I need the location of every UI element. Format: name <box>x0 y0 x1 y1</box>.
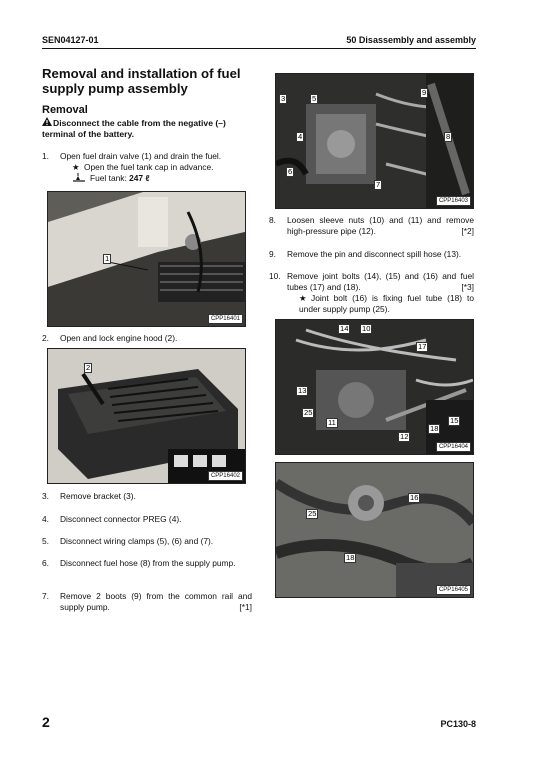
step-note: ★ Open the fuel tank cap in advance. <box>72 162 214 172</box>
step-number: 8. <box>269 215 276 225</box>
photo-engine-hood <box>47 348 246 484</box>
photo-code: CPP16405 <box>436 585 471 595</box>
photo-fuel-drain-valve <box>47 191 246 327</box>
step-ref: [*2] <box>461 226 474 236</box>
callout-label: 15 <box>450 416 459 425</box>
photo-code: CPP16401 <box>208 314 243 324</box>
callout-label: 7 <box>376 180 381 189</box>
callout-label: 4 <box>298 132 303 141</box>
step-text: Remove joint bolts (14), (15) and (16) and fuel tubes (17) and (18). <box>287 271 474 292</box>
page-title: Removal and installation of fuel supply pump assembly <box>42 66 241 96</box>
step-text: Remove 2 boots (9) from the common rail and supply pump. <box>60 591 252 612</box>
photo-fuel-tubes <box>275 319 474 455</box>
step-number: 7. <box>42 591 49 601</box>
photo-code: CPP16403 <box>436 196 471 206</box>
photo-supply-pump-connections <box>275 73 474 209</box>
callout-label: 9 <box>422 88 427 97</box>
step-text: Remove bracket (3). <box>60 491 136 501</box>
step-text: Loosen sleeve nuts (10) and (11) and remove high-pressure pipe (12). <box>287 215 474 236</box>
step-text: Open and lock engine hood (2). <box>60 333 178 343</box>
step-number: 1. <box>42 151 49 161</box>
step-number: 3. <box>42 491 49 501</box>
callout-label: 11 <box>328 418 336 427</box>
callout-label: 13 <box>298 386 307 395</box>
callout-label: 8 <box>446 132 451 141</box>
step-text: Disconnect connector PREG (4). <box>60 514 182 524</box>
section-title: 50 Disassembly and assembly <box>346 35 476 45</box>
callout-label: 6 <box>288 167 293 176</box>
step-number: 9. <box>269 249 276 259</box>
photo-code: CPP16404 <box>436 442 471 452</box>
step-text: Disconnect fuel hose (8) from the supply pump. <box>60 558 236 568</box>
photo-joint-bolt <box>275 462 474 598</box>
header-rule <box>42 48 476 49</box>
step-ref: [*1] <box>239 602 252 612</box>
fuel-tank-icon <box>72 173 86 182</box>
callout-label: 18 <box>430 424 439 433</box>
step-number: 10. <box>269 271 281 281</box>
callout-label: 3 <box>281 94 286 103</box>
step-text: Open fuel drain valve (1) and drain the fuel. <box>60 151 222 161</box>
step-number: 5. <box>42 536 49 546</box>
callout-label: 25 <box>304 408 313 417</box>
model-name: PC130-8 <box>440 719 476 729</box>
callout-label: 25 <box>308 509 317 518</box>
fuel-spec: Fuel tank: 247 ℓ <box>60 173 252 184</box>
step-text: Disconnect wiring clamps (5), (6) and (7). <box>60 536 214 546</box>
warning-text: Disconnect the cable from the negative (–) terminal of the battery. <box>42 118 226 139</box>
warning-block <box>42 117 257 140</box>
step-number: 2. <box>42 333 49 343</box>
callout-label: 2 <box>86 363 91 372</box>
step-text: Remove the pin and disconnect spill hose (13). <box>287 249 462 259</box>
step-ref: [*3] <box>461 282 474 292</box>
callout-label: 14 <box>340 324 349 333</box>
step-number: 6. <box>42 558 49 568</box>
section-subtitle: Removal <box>42 104 88 116</box>
warning-icon <box>42 117 53 129</box>
callout-label: 1 <box>105 254 110 263</box>
star-icon: ★ <box>72 162 80 172</box>
callout-label: 12 <box>400 432 409 441</box>
star-icon: ★ <box>299 293 307 303</box>
callout-label: 16 <box>410 493 419 502</box>
fuel-value: 247 ℓ <box>129 173 150 183</box>
callout-label: 10 <box>362 324 371 333</box>
photo-code: CPP16402 <box>208 471 243 481</box>
page-number: 2 <box>42 714 50 730</box>
callout-label: 5 <box>312 94 317 103</box>
callout-label: 17 <box>418 342 427 351</box>
doc-id: SEN04127-01 <box>42 35 99 45</box>
step-note: ★ Joint bolt (16) is fixing fuel tube (18) to under supply pump (25). <box>299 293 474 314</box>
callout-label: 18 <box>346 553 355 562</box>
step-number: 4. <box>42 514 49 524</box>
